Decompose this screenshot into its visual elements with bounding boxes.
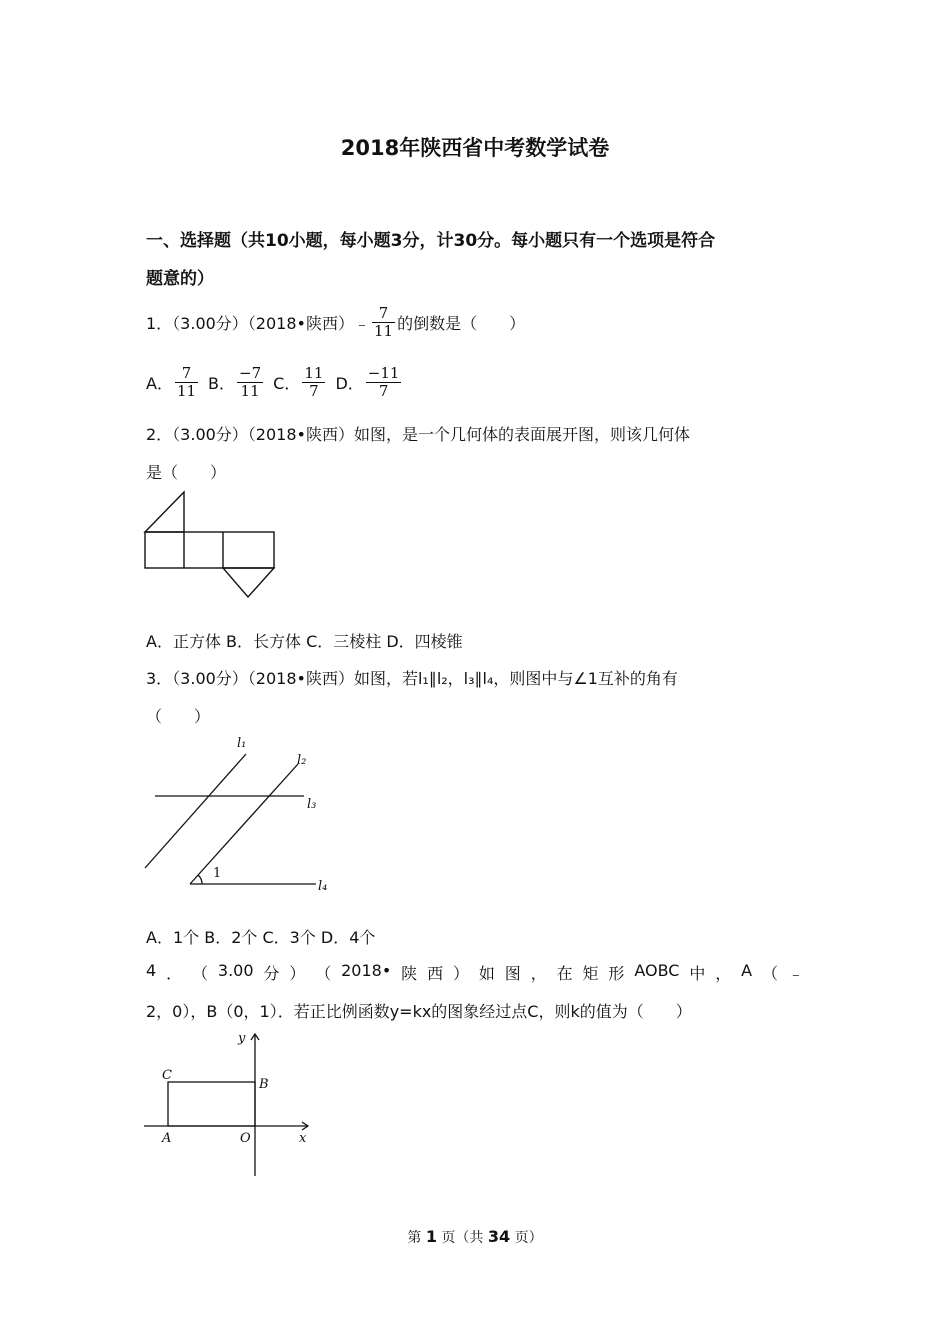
q4-stem-token: ．	[166, 964, 183, 983]
q4-stem-token: （	[762, 964, 779, 983]
net-rectangle-strip	[145, 532, 274, 568]
q1-option-a-fraction	[175, 365, 198, 400]
net-bottom-triangle	[223, 568, 274, 597]
q4-stem-token: 中	[689, 964, 706, 983]
q4-stem-token: 2018•	[341, 961, 392, 980]
q4-stem-token: （	[315, 964, 332, 983]
q4-stem-token: 陕	[401, 964, 418, 983]
frac-num: −7	[239, 363, 262, 382]
label-o: O	[240, 1131, 251, 1146]
q3-stem-line2: （ ）	[146, 707, 211, 726]
q1-options	[146, 362, 403, 402]
q4-stem-token: 3.00	[217, 961, 254, 980]
q1-option-c-fraction	[302, 365, 325, 400]
q2-stem-line2: 是（ ）	[146, 463, 227, 482]
footer-middle: 页（共	[436, 1230, 488, 1246]
q4-stem-line1	[146, 961, 804, 984]
q4-stem-token: ）	[289, 964, 306, 983]
q4-stem-token: ，	[530, 964, 547, 983]
angle-1-arc	[198, 875, 202, 884]
footer-prefix: 第	[407, 1230, 426, 1246]
q1-option-a-label: A．	[146, 373, 173, 393]
q3-options: A．1个 B．2个 C．3个 D．4个	[146, 928, 376, 947]
q1-option-b-label: B．	[208, 373, 236, 393]
q1-frac-den: 11	[373, 321, 394, 340]
q1-option-b-fraction	[237, 365, 263, 400]
footer-total-pages: 34	[487, 1227, 511, 1246]
label-l1: l₁	[237, 736, 247, 751]
q4-stem-token: A	[741, 961, 753, 980]
q4-stem-token: 矩	[582, 964, 599, 983]
label-b: B	[259, 1077, 269, 1092]
label-y: y	[238, 1031, 246, 1046]
q4-stem-token: ﹣	[787, 964, 804, 983]
section-heading-line2: 题意的）	[146, 269, 214, 289]
label-x: x	[299, 1131, 307, 1146]
q1-frac-num: 7	[372, 305, 395, 323]
q1-stem-prefix: 1．（3.00分）（2018•陕西）﹣	[146, 313, 370, 333]
q4-stem-token: 分	[263, 964, 280, 983]
q4-stem-token: 在	[556, 964, 573, 983]
q2-options: A．正方体 B．长方体 C．三棱柱 D．四棱锥	[146, 632, 463, 651]
q1-option-d-fraction	[366, 365, 402, 400]
q1-stem-fraction	[372, 305, 395, 340]
q4-stem-token: 如	[478, 964, 495, 983]
q4-stem-token: （	[191, 964, 208, 983]
page-title: 2018年陕西省中考数学试卷	[340, 136, 610, 160]
q4-stem-token: ，	[715, 964, 732, 983]
label-l4: l₄	[318, 879, 328, 894]
q4-stem-token: 形	[608, 964, 625, 983]
q2-net-figure	[140, 486, 282, 604]
label-c: C	[162, 1068, 172, 1083]
frac-num: 7	[175, 365, 198, 383]
footer-suffix: 页）	[510, 1230, 543, 1246]
q4-stem-token: 西	[427, 964, 444, 983]
frac-den: 11	[176, 381, 197, 400]
q4-rectangle-figure	[140, 1024, 320, 1180]
line-l1	[145, 754, 246, 868]
frac-den: 11	[240, 381, 260, 400]
q4-stem-token: 4	[146, 961, 157, 980]
q3-parallel-lines-figure	[140, 730, 340, 900]
frac-den: 7	[309, 381, 319, 400]
label-angle-1: 1	[213, 866, 222, 881]
q3-stem-line1: 3．（3.00分）（2018•陕西）如图，若l₁∥l₂，l₃∥l₄，则图中与∠1互补的角有	[146, 669, 678, 688]
label-l3: l₃	[307, 797, 317, 812]
net-top-triangle	[145, 492, 184, 532]
footer-page-number: 1	[425, 1227, 437, 1246]
q1-stem	[146, 302, 525, 342]
q2-stem-line1: 2．（3.00分）（2018•陕西）如图，是一个几何体的表面展开图，则该几何体	[146, 425, 690, 444]
q1-stem-suffix: 的倒数是（ ）	[397, 313, 526, 333]
q4-stem-token: ）	[452, 964, 469, 983]
q1-option-d-label: D．	[335, 373, 364, 393]
rectangle-aobc	[168, 1082, 255, 1126]
q1-option-c-label: C．	[273, 373, 301, 393]
frac-num: −11	[367, 363, 400, 382]
q4-stem-line2: 2，0），B（0，1）．若正比例函数y=kx的图象经过点C，则k的值为（ ）	[146, 1002, 692, 1021]
section-heading-line1: 一、选择题（共10小题，每小题3分，计30分。每小题只有一个选项是符合	[146, 231, 716, 251]
frac-den: 7	[378, 381, 389, 400]
line-l2	[190, 764, 298, 884]
label-l2: l₂	[297, 753, 307, 768]
frac-num: 11	[304, 363, 324, 382]
q4-stem-token: AOBC	[634, 961, 680, 980]
q4-stem-token: 图	[504, 964, 521, 983]
label-a: A	[162, 1131, 172, 1146]
page-footer	[0, 1227, 950, 1247]
